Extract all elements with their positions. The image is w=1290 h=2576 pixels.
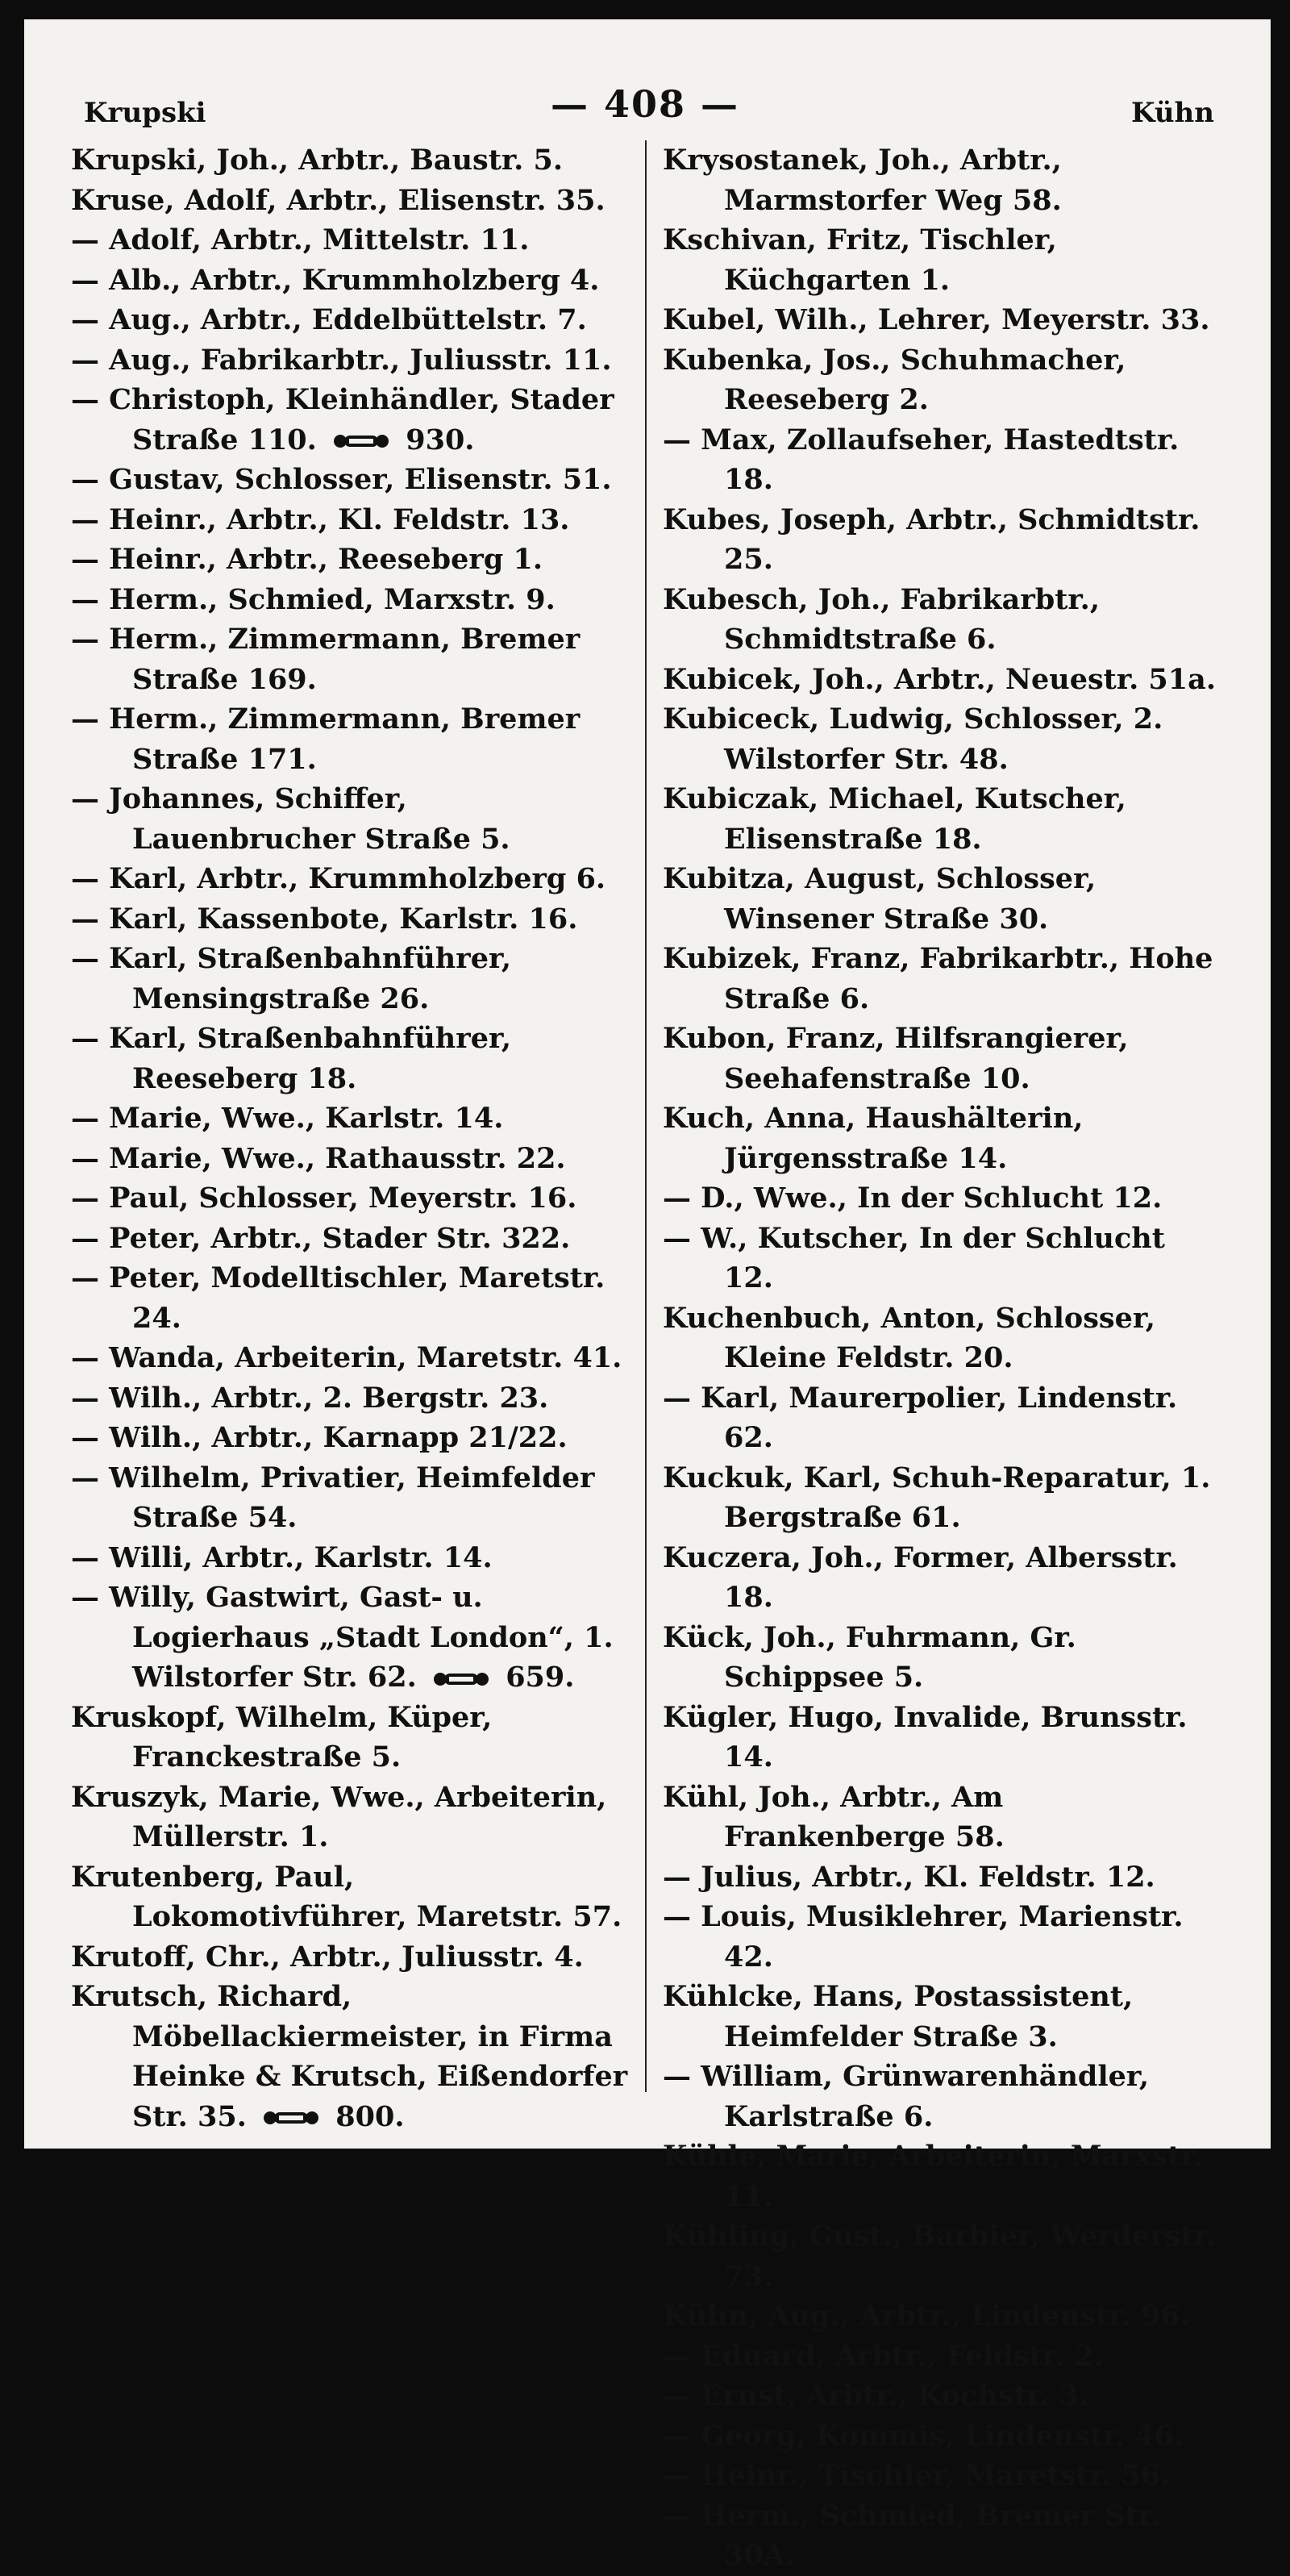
directory-entry: — Herm., Schmied, Bremer Str. 30A. [663,2499,1161,2572]
telephone-icon [333,432,389,450]
directory-entry: — Johannes, Schiffer, Lauenbrucher Straße 5. [71,782,510,856]
page-number: — 408 — [550,82,740,126]
directory-entry: Krysostanek, Joh., Arbtr., Marmstorfer Weg 58. [663,144,1062,217]
directory-entry: Kubizek, Franz, Fabrikarbtr., Hohe Straße 6. [663,942,1213,1015]
directory-entry: — Paul, Schlosser, Meyerstr. 16. [71,1182,577,1215]
directory-entry: Kuckuk, Karl, Schuh-Reparatur, 1. Bergstraße 61. [663,1461,1211,1534]
directory-entry: Kschivan, Fritz, Tischler, Küchgarten 1. [663,223,1057,297]
directory-entry: — Christoph, Kleinhändler, Stader Straße 110. 930. [71,383,614,456]
directory-entry: — Alb., Arbtr., Krummholzberg 4. [71,263,600,297]
header-right-keyword: Kühn [1131,97,1214,129]
directory-entry: — Marie, Wwe., Rathausstr. 22. [71,1141,566,1175]
directory-entry: Kühling, Gust., Barbier, Werderstr. 73. [663,2220,1216,2293]
directory-entry: — Karl, Arbtr., Krummholzberg 6. [71,862,606,895]
directory-entry: — W., Kutscher, In der Schlucht 12. [663,1221,1165,1294]
directory-entry: — Karl, Straßenbahnführer, Mensingstraße 26. [71,942,512,1015]
directory-entry: Kruskopf, Wilhelm, Küper, Franckestraße 5. [71,1700,493,1774]
directory-entry: — Heinr., Arbtr., Kl. Feldstr. 13. [71,502,570,536]
directory-entry: — Ernst, Arbtr., Kochstr. 3. [663,2379,1088,2412]
directory-entry: — Wilh., Arbtr., Karnapp 21/22. [71,1421,568,1454]
directory-entry: — Adolf, Arbtr., Mittelstr. 11. [71,223,530,256]
directory-entry: — Aug., Arbtr., Eddelbüttelstr. 7. [71,303,587,336]
directory-entry: Kügler, Hugo, Invalide, Brunsstr. 14. [663,1700,1188,1774]
directory-entry: Kubel, Wilh., Lehrer, Meyerstr. 33. [663,303,1210,336]
directory-entry: Kuch, Anna, Haushälterin, Jürgensstraße 14. [663,1102,1084,1175]
directory-entry: — Peter, Arbtr., Stader Str. 322. [71,1221,571,1255]
directory-entry: — Heinr., Tischler, Maretstr. 56. [663,2459,1171,2492]
directory-entry: — Herm., Schmied, Marxstr. 9. [71,582,556,616]
directory-entry: — Wilhelm, Privatier, Heimfelder Straße 54. [71,1461,595,1534]
directory-entry: — Eduard, Arbtr., Feldstr. 2. [663,2339,1104,2373]
directory-entry: — Max, Zollaufseher, Hastedtstr. 18. [663,423,1180,496]
header-left-keyword: Krupski [84,97,206,129]
directory-entry: — Herm., Zimmermann, Bremer Straße 171. [71,702,580,776]
directory-entry: — Heinr., Arbtr., Reeseberg 1. [71,543,543,576]
directory-entry: Kruse, Adolf, Arbtr., Elisenstr. 35. [71,183,605,217]
directory-entry: Kück, Joh., Fuhrmann, Gr. Schippsee 5. [663,1620,1076,1694]
directory-entry: Kühlcke, Hans, Postassistent, Heimfelder Straße 3. [663,1980,1134,2053]
directory-entry: Krupski, Joh., Arbtr., Baustr. 5. [71,144,564,177]
directory-entry: — Julius, Arbtr., Kl. Feldstr. 12. [663,1860,1155,1894]
telephone-icon [433,1670,489,1688]
directory-entry: — Louis, Musiklehrer, Marienstr. 42. [663,1900,1184,1974]
directory-entry: Kühle, Marie, Arbeiterin, Marxstr. 11. [663,2140,1203,2213]
directory-entry: Kühl, Joh., Arbtr., Am Frankenberge 58. [663,1780,1005,1853]
right-column [645,140,1219,2572]
directory-entry: — Willi, Arbtr., Karlstr. 14. [71,1540,493,1574]
directory-entry: Kubiczak, Michael, Kutscher, Elisenstraße 18. [663,782,1126,856]
directory-entry: — Gustav, Schlosser, Elisenstr. 51. [71,463,612,496]
directory-entry: Kühn, Aug., Arbtr., Lindenstr. 96. [663,2299,1190,2332]
directory-columns [71,140,1219,2572]
left-column [71,140,645,2133]
page-header [71,52,1219,140]
directory-entry: Kubicek, Joh., Arbtr., Neuestr. 51a. [663,662,1217,696]
directory-page [24,19,1271,2572]
directory-entry: Kubesch, Joh., Fabrikarbtr., Schmidtstraße 6. [663,582,1101,656]
directory-entry: Kuczera, Joh., Former, Albersstr. 18. [663,1540,1178,1614]
directory-entry: — Aug., Fabrikarbtr., Juliusstr. 11. [71,343,612,377]
directory-entry: Krutenberg, Paul, Lokomotivführer, Maretstr. 57. [71,1860,622,1933]
directory-entry: — Willy, Gastwirt, Gast- u. Logierhaus „Stadt London“, 1. Wilstorfer Str. 62. 659. [71,1581,614,1694]
directory-entry: Kubes, Joseph, Arbtr., Schmidtstr. 25. [663,502,1201,576]
directory-entry: Kubitza, August, Schlosser, Winsener Straße 30. [663,862,1096,936]
directory-entry: — Georg, Kommis, Lindenstr. 46. [663,2419,1184,2453]
directory-entry: — William, Grünwarenhändler, Karlstraße 6. [663,2060,1150,2133]
telephone-icon [263,2109,319,2127]
directory-entry: — D., Wwe., In der Schlucht 12. [663,1182,1163,1215]
directory-entry: — Peter, Modelltischler, Maretstr. 24. [71,1261,605,1335]
directory-entry: Krutoff, Chr., Arbtr., Juliusstr. 4. [71,1940,584,1974]
directory-entry: — Karl, Straßenbahnführer, Reeseberg 18. [71,1022,512,1095]
directory-entry: Kubiceck, Ludwig, Schlosser, 2. Wilstorfer Str. 48. [663,702,1163,776]
directory-entry: Kubenka, Jos., Schuhmacher, Reeseberg 2. [663,343,1126,416]
directory-entry: — Karl, Maurerpolier, Lindenstr. 62. [663,1381,1178,1454]
directory-entry: — Herm., Zimmermann, Bremer Straße 169. [71,623,580,696]
directory-entry: Kuchenbuch, Anton, Schlosser, Kleine Feldstr. 20. [663,1301,1155,1374]
directory-entry: Kruszyk, Marie, Wwe., Arbeiterin, Müllerstr. 1. [71,1780,607,1853]
directory-entry: Krutsch, Richard, Möbellackiermeister, in Firma Heinke & Krutsch, Eißendorfer Str. 35. 800. [71,1980,628,2133]
directory-entry: — Wilh., Arbtr., 2. Bergstr. 23. [71,1381,549,1415]
directory-entry: Kubon, Franz, Hilfsrangierer, Seehafenstraße 10. [663,1022,1129,1095]
directory-entry: — Marie, Wwe., Karlstr. 14. [71,1102,504,1135]
directory-entry: — Karl, Kassenbote, Karlstr. 16. [71,902,578,936]
directory-entry: — Wanda, Arbeiterin, Maretstr. 41. [71,1341,622,1374]
